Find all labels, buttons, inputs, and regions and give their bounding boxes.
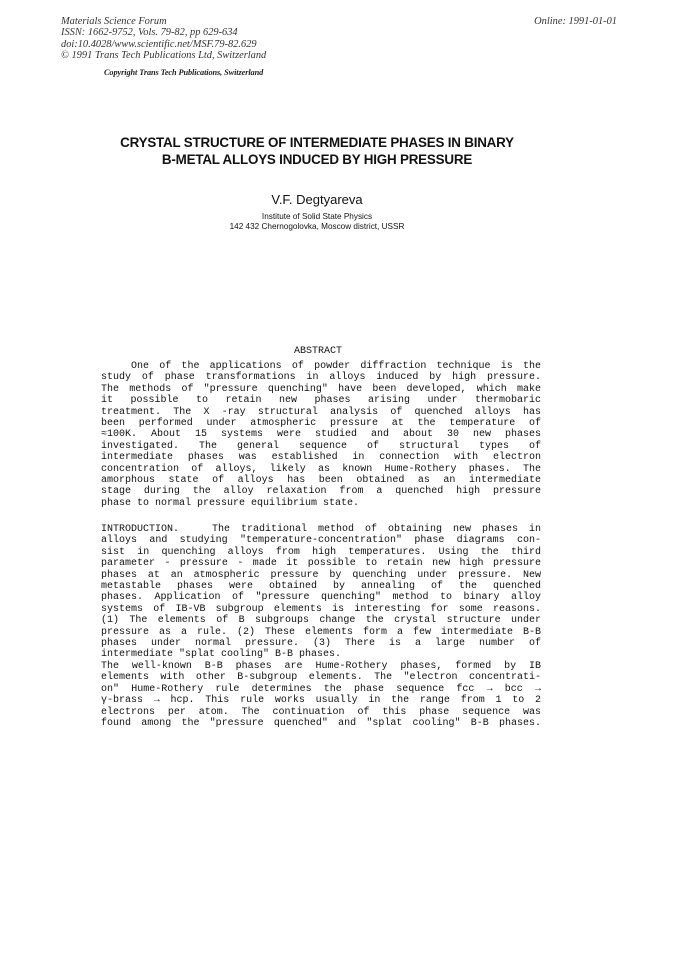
intro-line: phases. Application of "pressure quenching" method to binary alloy — [101, 592, 541, 604]
copyright-notice: Copyright Trans Tech Publications, Switzerland — [104, 68, 264, 77]
abstract-line: One of the applications of powder diffraction technique is the — [131, 361, 541, 372]
intro-line: alloys and studying "temperature-concentration" phase diagrams con- — [101, 535, 541, 547]
publisher-line: © 1991 Trans Tech Publications Ltd, Switzerland — [61, 50, 267, 62]
abstract-line: stage during the alloy relaxation from a quenched high pressure — [101, 486, 541, 498]
abstract-line: ≈100K. About 15 systems were studied and about 30 new phases — [101, 429, 541, 441]
intro-line: phases under normal pressure. (3) There is a large number of — [101, 638, 541, 650]
intro-line: sist in quenching alloys from high temperatures. Using the third — [101, 546, 541, 558]
journal-header — [61, 16, 266, 62]
intro-line: γ-brass → hcp. This rule works usually in the range from 1 to 2 — [101, 695, 541, 707]
abstract-line: study of phase transformations in alloys induced by high pressure. — [101, 372, 541, 384]
abstract-line: treatment. The X -ray structural analysis of quenched alloys has — [101, 406, 541, 418]
intro-line: pressure as a rule. (2) These elements form a few intermediate B-B — [101, 626, 541, 638]
abstract-line: phase to normal pressure equilibrium state. — [101, 497, 360, 509]
title-line: CRYSTAL STRUCTURE OF INTERMEDIATE PHASES IN BINARY — [120, 135, 514, 150]
introduction-section — [101, 524, 541, 729]
intro-line: (1) The elements of B subgroups change the crystal structure under — [101, 615, 541, 627]
intro-line: intermediate "splat cooling" B-B phases. — [101, 649, 342, 661]
affiliation — [60, 212, 574, 232]
abstract-line: intermediate phases was established in connection with electron — [101, 452, 541, 464]
affiliation-line: Institute of Solid State Physics — [261, 212, 373, 221]
intro-line: electrons per atom. The continuation of this phase sequence was — [101, 706, 541, 718]
paper-title — [60, 134, 574, 168]
abstract-line: been performed under atmospheric pressure at the temperature of — [101, 418, 541, 430]
intro-line: phases at an atmospheric pressure by quenching under pressure. New — [101, 569, 541, 581]
abstract-line: amorphous state of alloys has been obtained as an intermediate — [101, 475, 541, 487]
doi-link[interactable]: doi:10.4028/www.scientific.net/MSF.79-82.629 — [61, 38, 257, 50]
intro-line: systems of IB-VB subgroup elements is interesting for some reasons. — [101, 603, 541, 615]
abstract-heading: ABSTRACT — [294, 346, 343, 357]
intro-line: elements with other B-subgroup elements. The "electron concentrati- — [101, 672, 541, 684]
online-date: Online: 1991-01-01 — [534, 16, 617, 27]
intro-line: metastable phases were obtained by annealing of the quenched — [101, 581, 541, 593]
abstract-line: investigated. The general sequence of structural types of — [101, 440, 541, 452]
abstract-line: The methods of "pressure quenching" have been developed, which make — [101, 383, 541, 395]
intro-line: The well-known B-B phases are Hume-Rothery phases, formed by IB — [101, 660, 541, 672]
abstract-line: it possible to retain new phases arising under thermobaric — [101, 395, 541, 407]
issn-line: ISSN: 1662-9752, Vols. 79-82, pp 629-634 — [61, 27, 238, 39]
journal-name: Materials Science Forum — [61, 16, 167, 27]
author-name: V.F. Degtyareva — [271, 192, 363, 207]
abstract-line: concentration of alloys, likely as known Hume-Rothery phases. The — [101, 463, 541, 475]
affiliation-line: 142 432 Chernogolovka, Moscow district, USSR — [229, 222, 405, 231]
abstract-body — [101, 361, 541, 509]
intro-line: found among the "pressure quenched" and "splat cooling" B-B phases. — [101, 717, 541, 729]
intro-line: on" Hume-Rothery rule determines the phase sequence fcc → bcc → — [101, 683, 541, 695]
title-line: B-METAL ALLOYS INDUCED BY HIGH PRESSURE — [161, 152, 473, 167]
intro-line: INTRODUCTION. The traditional method of obtaining new phases in — [101, 524, 541, 535]
intro-line: parameter - pressure - made it possible to retain new high pressure — [101, 558, 541, 570]
